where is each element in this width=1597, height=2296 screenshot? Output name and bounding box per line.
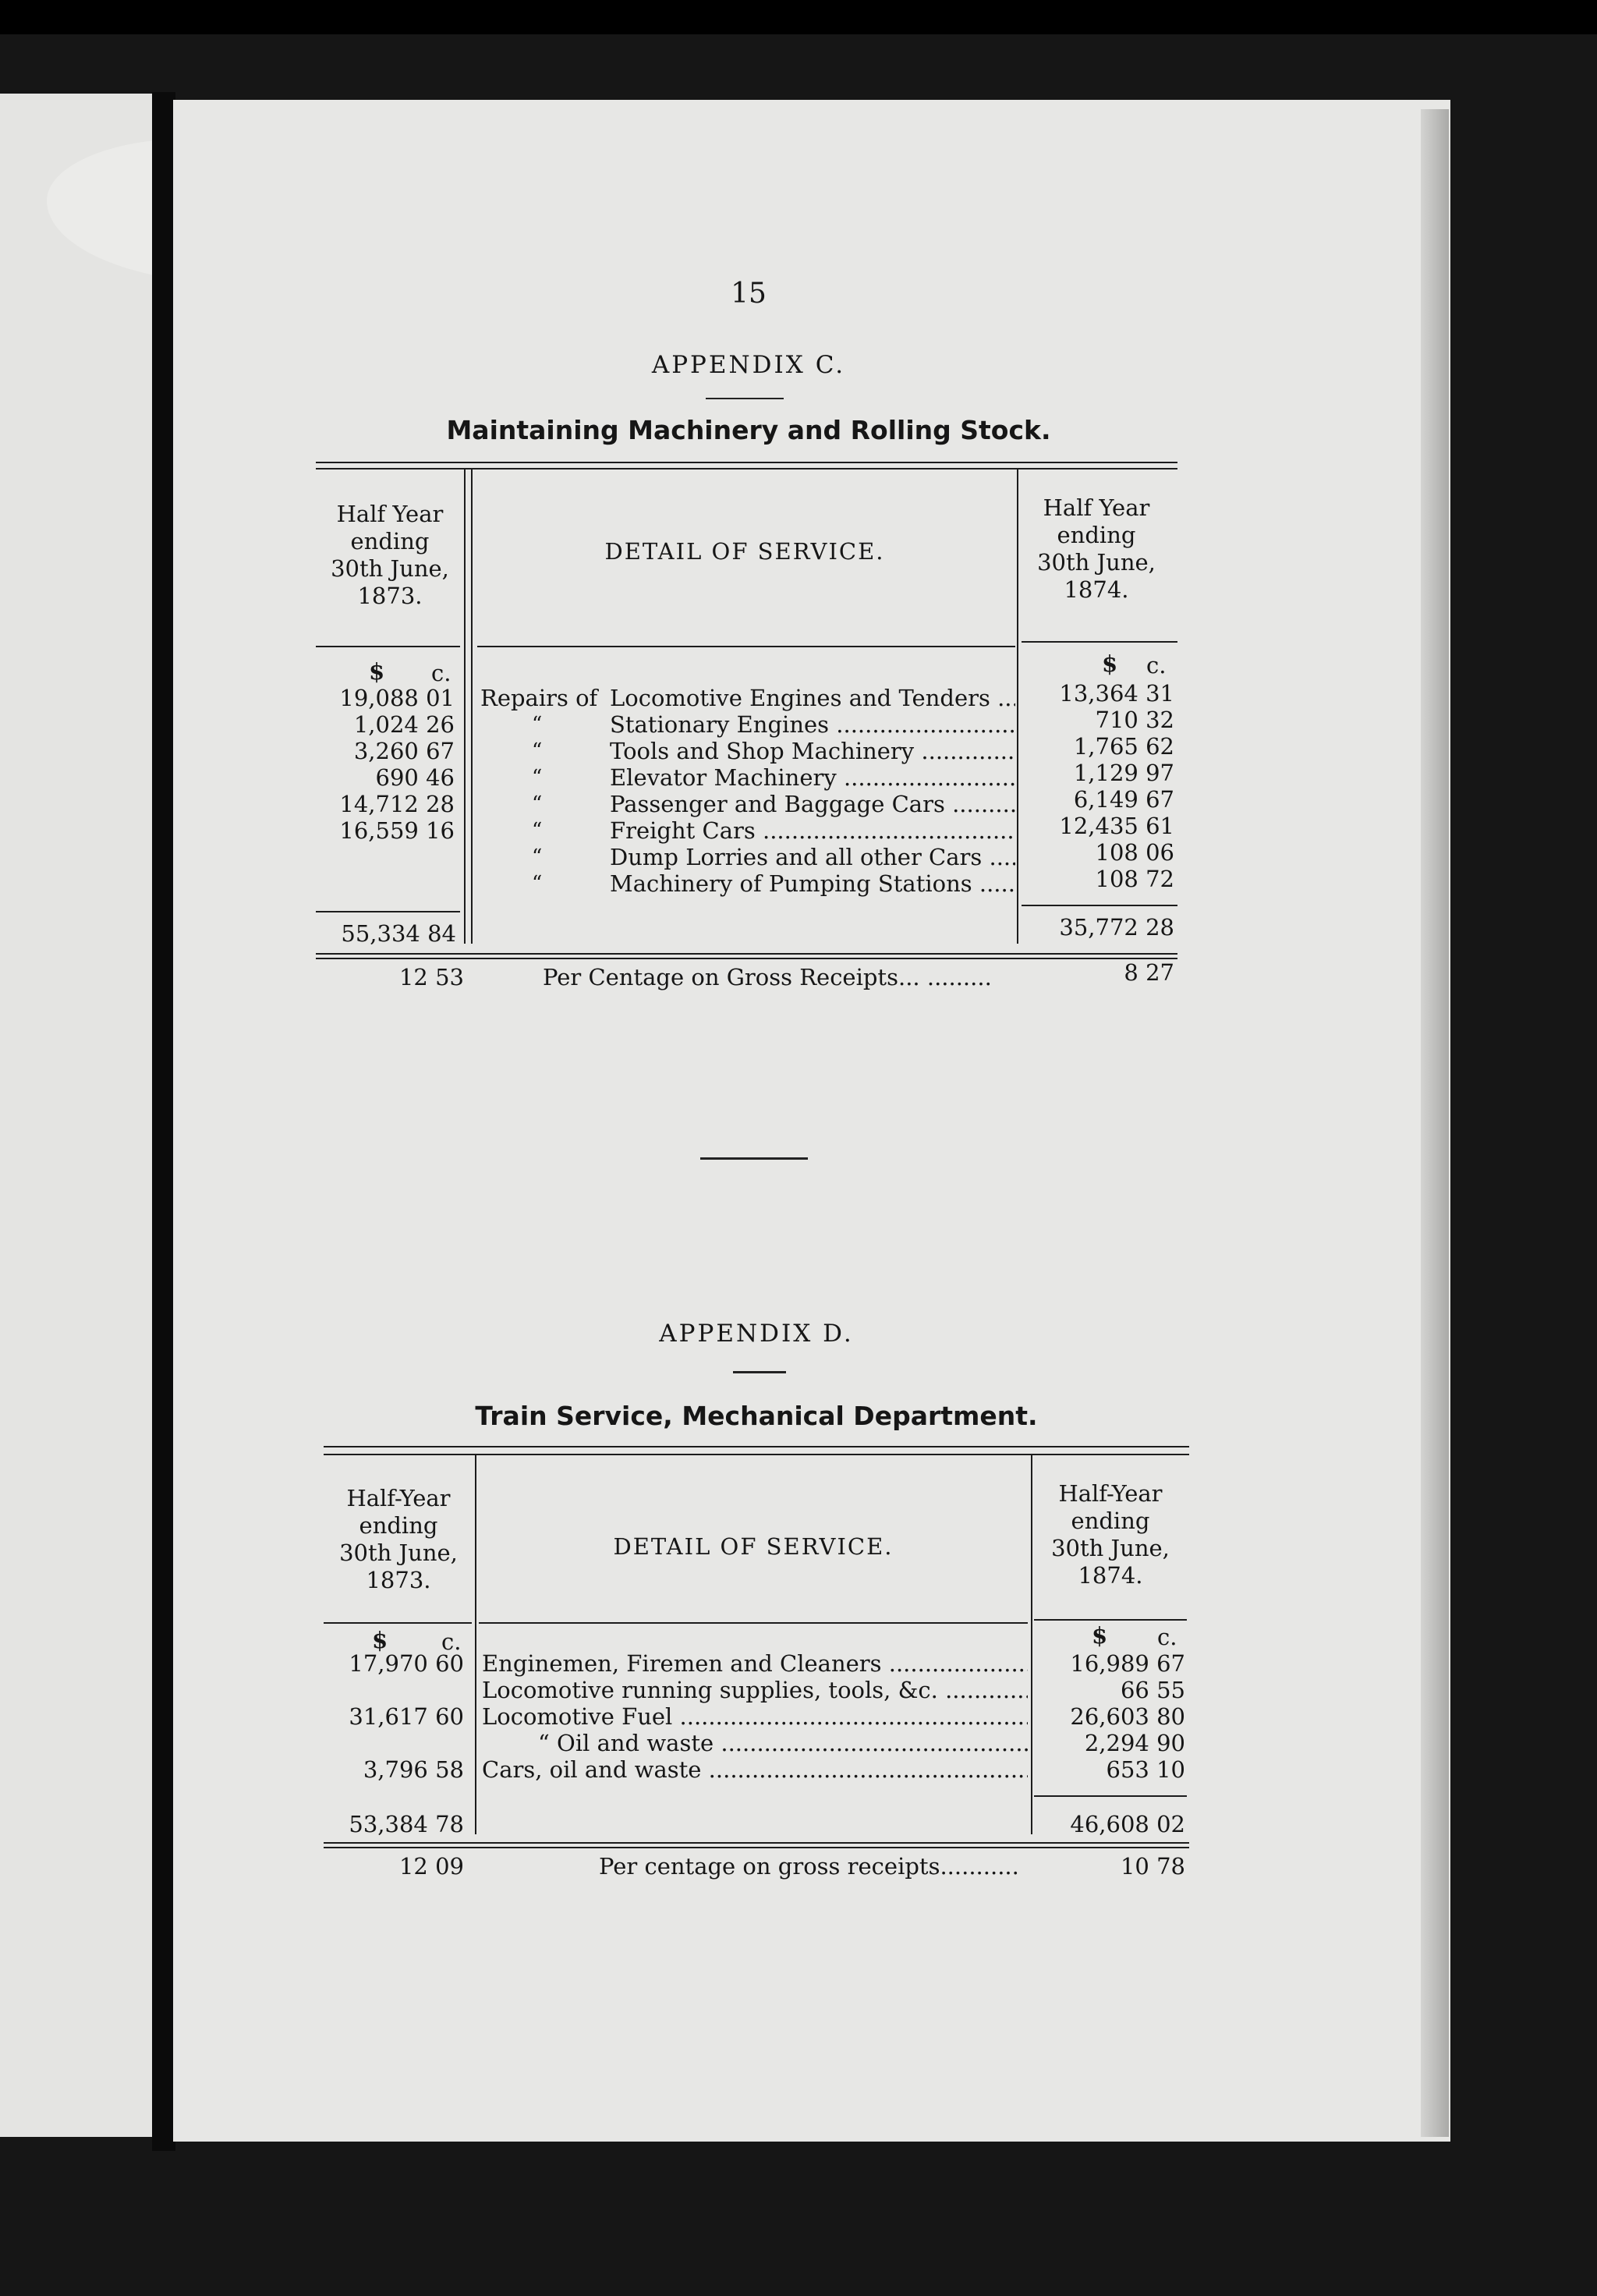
table-d-top-rule [324,1446,1189,1447]
table-c-left-value: 16,559 16 [339,817,455,844]
ditto-mark: “ [532,845,543,869]
table-c-row-label [610,844,1015,870]
table-c-total-rule-right [1022,905,1177,906]
table-c-percent-left: 12 53 [398,964,464,990]
table-c-right-value: 12,435 61 [1059,813,1174,839]
header-line: Half Year [1043,494,1150,521]
ditto-mark: “ [532,766,543,789]
header-line: 30th June, [1037,549,1156,576]
table-c-row-label [610,817,1015,844]
table-c-row-label [610,711,1015,738]
page-number: 15 [731,278,767,310]
table-d-percent-left: 12 09 [398,1853,464,1880]
header-line: ending [359,1512,438,1539]
table-c-row-label [610,870,1015,897]
table-d-divider-left [475,1454,476,1834]
table-c-percent-right: 8 27 [1124,959,1174,986]
unit-cents: c. [441,1628,462,1655]
row-label-text: Cars, oil and waste ..... [482,1756,1028,1783]
ditto-mark: “ [532,872,543,895]
row-label-text: Freight Cars ..... [610,817,1015,844]
ditto-mark: “ [532,739,543,763]
table-c-right-value: 1,129 97 [1073,760,1174,786]
appendix-c-heading: APPENDIX C. [651,351,846,379]
appendix-d-rule [733,1371,786,1373]
table-d-left-value: 3,796 58 [363,1756,464,1783]
table-c-row-label [610,764,1015,791]
header-line: ending [1071,1508,1150,1534]
table-d-left-value: 31,617 60 [349,1703,464,1730]
appendix-c-rule [706,398,784,399]
unit-dollar: $ [1092,1622,1108,1649]
table-d-header-rule-right [1034,1619,1187,1621]
row-label-text: Dump Lorries and all other Cars ..... [610,844,1015,870]
table-c-left-header [316,501,464,610]
table-c-total-rule-left [316,911,460,912]
table-d-left-value: 17,970 60 [349,1650,464,1677]
table-c-top-rule-2 [316,468,1177,469]
unit-dollar: $ [372,1627,388,1653]
page-edge-shading [1421,109,1449,2137]
table-d-left-header [324,1485,473,1594]
header-line: 1874. [1064,576,1129,603]
table-c-divider-left [464,468,466,944]
row-label-text: Passenger and Baggage Cars ..... [610,791,1015,817]
table-d-percent-right: 10 78 [1120,1853,1185,1880]
table-d-percent-label: Per centage on gross receipts........... [599,1853,1019,1880]
table-c-left-value: 690 46 [375,764,455,791]
facing-page-edge [0,94,152,2137]
table-d-row-label [482,1703,1028,1730]
table-d-right-value: 66 55 [1120,1677,1185,1703]
row-label-text: Locomotive running supplies, tools, &c. ..... [482,1677,1028,1703]
table-c-header-rule-mid [477,646,1015,647]
row-label-text: Locomotive Engines and Tenders ..... [610,685,1015,711]
table-d-right-value: 26,603 80 [1070,1703,1185,1730]
unit-cents: c. [1146,652,1167,679]
appendix-d-title: Train Service, Mechanical Department. [475,1401,1038,1431]
table-c-top-rule [316,462,1177,463]
unit-cents: c. [431,660,451,686]
ditto-mark: “ [532,792,543,816]
header-line: 1873. [357,583,423,609]
table-d-right-header [1032,1480,1188,1589]
table-d-total-right: 46,608 02 [1070,1811,1185,1837]
table-d-total-rule-right [1034,1795,1187,1797]
unit-cents: c. [1157,1624,1177,1650]
row-label-text: Locomotive Fuel ..... [482,1703,1028,1730]
table-c-row-label [610,685,1015,711]
table-c-right-value: 108 72 [1095,866,1174,892]
row-label-text: Machinery of Pumping Stations ..... [610,870,1015,897]
table-d-bottom-rule [324,1842,1189,1844]
table-c-left-value: 1,024 26 [353,711,455,738]
appendix-d-heading: APPENDIX D. [659,1320,854,1348]
header-line: 30th June, [1051,1535,1170,1561]
unit-dollar: $ [369,658,385,685]
table-c-total-left: 55,334 84 [341,920,456,947]
table-d-detail-header: DETAIL OF SERVICE. [613,1533,894,1560]
table-c-right-value: 1,765 62 [1073,733,1174,760]
table-c-right-value: 108 06 [1095,839,1174,866]
table-c-header-rule-right [1022,641,1177,643]
header-line: Half-Year [346,1485,451,1511]
table-d-row-label [482,1677,1028,1703]
row-label-text: Tools and Shop Machinery ..... [610,738,1015,764]
table-d-header-rule-mid [479,1622,1028,1624]
ditto-mark: “ [532,713,543,736]
row-label-text: Stationary Engines ..... [610,711,1015,738]
table-c-right-value: 710 32 [1095,707,1174,733]
table-d-right-value: 2,294 90 [1084,1730,1185,1756]
table-c-right-header [1018,494,1174,604]
table-d-right-value: 653 10 [1106,1756,1185,1783]
table-d-right-value: 16,989 67 [1070,1650,1185,1677]
row-label-text: Enginemen, Firemen and Cleaners ..... [482,1650,1028,1677]
table-c-row-label [610,738,1015,764]
header-line: 1874. [1078,1562,1143,1589]
scan-top-band [0,0,1597,34]
table-d-row-label [538,1730,1028,1756]
header-line: ending [1057,522,1136,548]
table-d-top-rule-2 [324,1454,1189,1455]
header-line: Half-Year [1058,1480,1163,1507]
header-line: ending [350,528,430,555]
table-c-prefix: Repairs of [480,685,598,711]
unit-dollar: $ [1102,650,1118,677]
table-d-header-rule-left [324,1622,472,1624]
table-c-left-value: 3,260 67 [353,738,455,764]
table-c-total-right: 35,772 28 [1059,914,1174,941]
table-c-header-rule-left [316,646,460,647]
header-line: 30th June, [331,555,449,582]
table-d-row-label [482,1756,1028,1783]
table-d-total-left: 53,384 78 [349,1811,464,1837]
table-c-right-value: 6,149 67 [1073,786,1174,813]
table-c-row-label [610,791,1015,817]
header-line: 30th June, [339,1540,458,1566]
section-separator [700,1157,808,1160]
table-d-bottom-rule-2 [324,1847,1189,1848]
table-c-left-value: 19,088 01 [339,685,455,711]
table-c-right-value: 13,364 31 [1059,680,1174,707]
table-c-bottom-rule [316,953,1177,955]
ditto-mark: “ [532,819,543,842]
binding-gutter [152,92,175,2151]
row-label-text: “ Oil and waste ..... [538,1730,1028,1756]
header-line: 1873. [366,1567,431,1593]
table-c-percent-label: Per Centage on Gross Receipts... ......... [543,964,992,990]
table-c-detail-header: DETAIL OF SERVICE. [604,538,885,565]
row-label-text: Elevator Machinery ..... [610,764,1015,791]
appendix-c-title: Maintaining Machinery and Rolling Stock. [446,415,1051,445]
table-c-left-value: 14,712 28 [339,791,455,817]
table-d-row-label [482,1650,1028,1677]
header-line: Half Year [336,501,444,527]
